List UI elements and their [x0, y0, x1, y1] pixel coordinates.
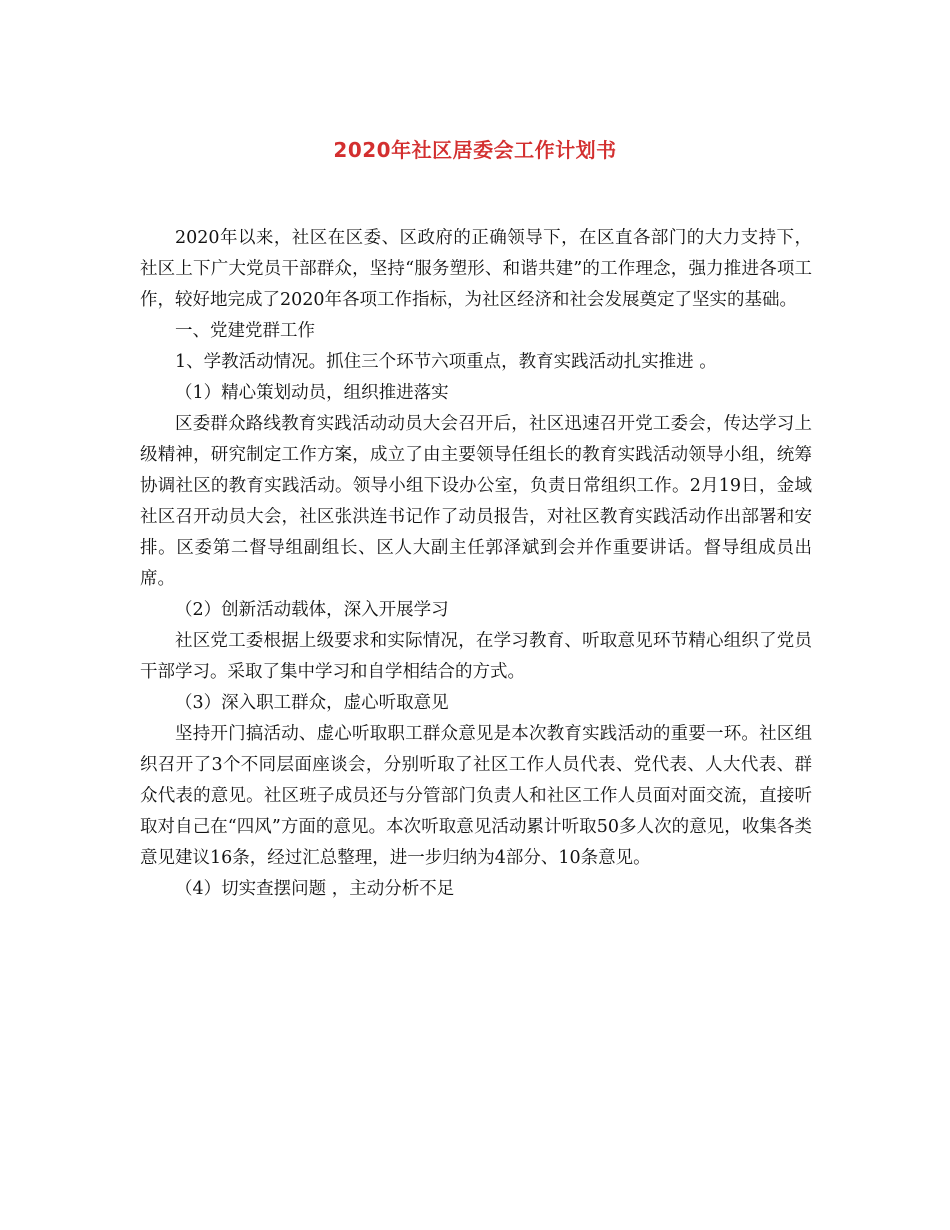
paragraph-mobilization: 区委群众路线教育实践活动动员大会召开后，社区迅速召开党工委会，传达学习上级精神，研究制定工作方案，成立了由主要领导任组长的教育实践活动领导小组，统筹协调社区的教育实践活动。领导小组下设办公室，负责日常组织工作。2月19日，金域社区召开动员大会，社区张洪连书记作了动员报告，对社区教育实践活动作出部署和安排。区委第二督导组副组长、区人大副主任郭泽斌到会并作重要讲话。督导组成员出席。: [140, 414, 812, 589]
subsection-heading-study-activities: 1、学教活动情况。抓住三个环节六项重点，教育实践活动扎实推进 。: [175, 352, 717, 372]
paragraph-study: 社区党工委根据上级要求和实际情况，在学习教育、听取意见环节精心组织了党员干部学习。采取了集中学习和自学相结合的方式。: [140, 631, 812, 682]
document-body: [140, 223, 812, 905]
paragraph-intro: 2020年以来，社区在区委、区政府的正确领导下，在区直各部门的大力支持下，社区上下广大党员干部群众，坚持“服务塑形、和谐共建”的工作理念，强力推进各项工作，较好地完成了2020年各项工作指标，为社区经济和社会发展奠定了坚实的基础。: [140, 228, 812, 310]
item-heading-1: （1）精心策划动员，组织推进落实: [175, 383, 449, 403]
item-heading-2: （2）创新活动载体，深入开展学习: [175, 600, 449, 620]
section-heading-party-building: 一、党建党群工作: [175, 321, 315, 341]
item-heading-3: （3）深入职工群众，虚心听取意见: [175, 693, 449, 713]
item-heading-4: （4）切实查摆问题 ，主动分析不足: [175, 879, 455, 899]
paragraph-opinions: 坚持开门搞活动、虚心听取职工群众意见是本次教育实践活动的重要一环。社区组织召开了3个不同层面座谈会，分别听取了社区工作人员代表、党代表、人大代表、群众代表的意见。社区班子成员还与分管部门负责人和社区工作人员面对面交流，直接听取对自己在“四风”方面的意见。本次听取意见活动累计听取50多人次的意见，收集各类意见建议16条，经过汇总整理，进一步归纳为4部分、10条意见。: [140, 724, 812, 868]
document-title: 2020年社区居委会工作计划书: [333, 138, 617, 162]
